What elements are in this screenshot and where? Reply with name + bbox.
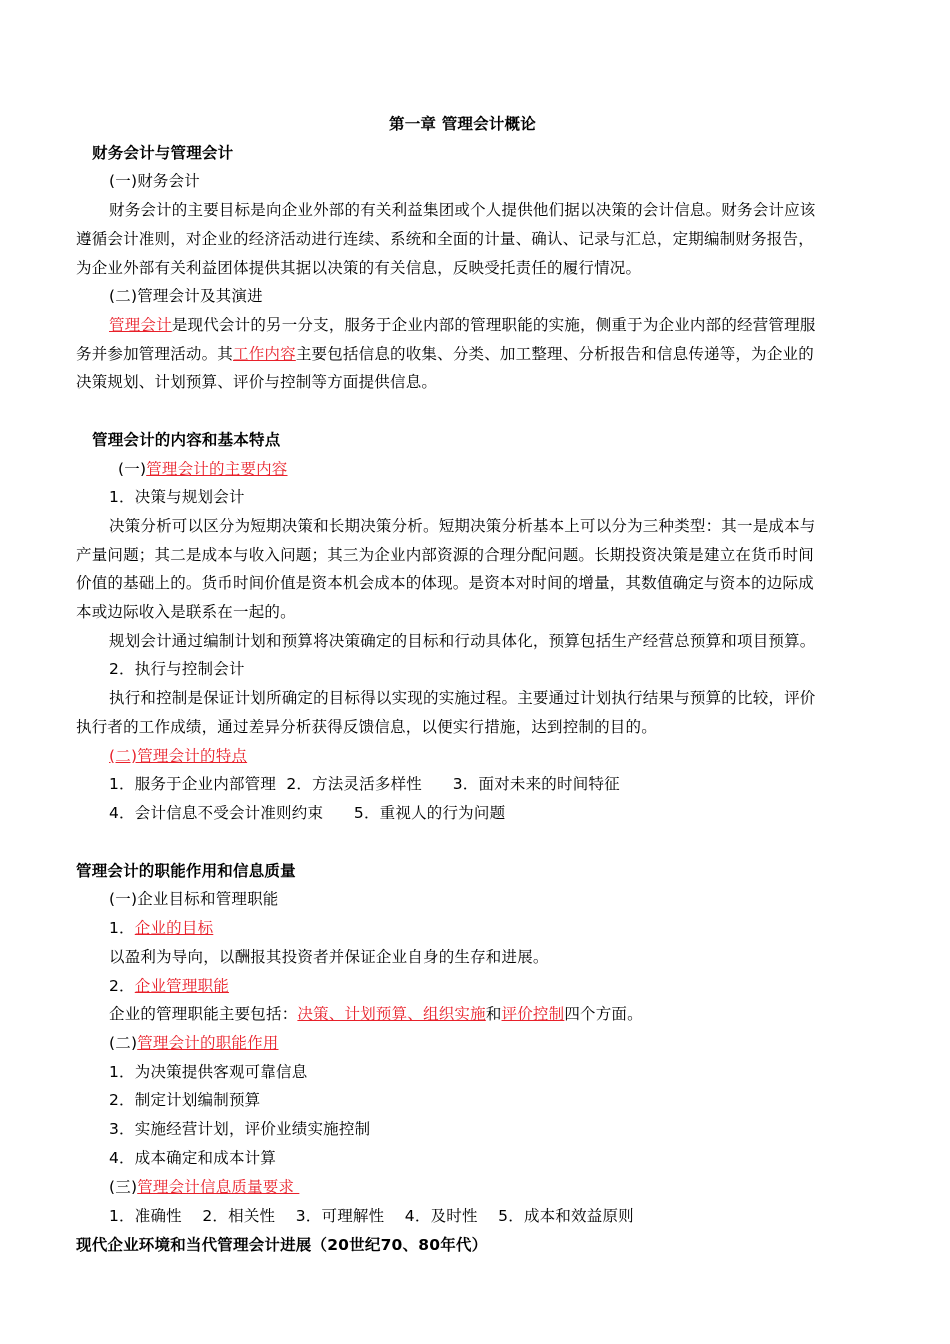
text-span: (一) <box>118 460 147 478</box>
subheading-financial-accounting: (一)财务会计 <box>109 172 200 190</box>
subheading-goals-functions: (一)企业目标和管理职能 <box>109 890 279 908</box>
text-span: 和 <box>485 1005 502 1023</box>
section-heading-modern-environment: 现代企业环境和当代管理会计进展（20世纪70、80年代） <box>76 1236 488 1254</box>
term-management-functions: 企业管理职能 <box>134 977 229 995</box>
text-span: 1． <box>109 919 135 937</box>
paragraph-line: 价值的基础上的。货币时间价值是资本机会成本的体现。是资本对时间的增量，其数值确定与资本的边际成 <box>76 574 814 592</box>
term-decision-planning-organizing: 决策、计划预算、组织实施 <box>297 1005 486 1023</box>
item-decision-planning: 1．决策与规划会计 <box>109 488 245 506</box>
subheading-quality <box>109 1177 299 1197</box>
paragraph-line: 产量问题；其二是成本与收入问题；其三为企业内部资源的合理分配问题。长期投资决策是建立在货币时间 <box>76 546 814 564</box>
subheading-management-accounting-evolution: (二)管理会计及其演进 <box>109 287 263 305</box>
paragraph-line <box>109 315 816 335</box>
term-work-content: 工作内容 <box>233 345 296 363</box>
term-quality-requirements: 管理会计信息质量要求 <box>137 1178 300 1196</box>
chapter-title: 第一章 管理会计概论 <box>389 115 536 133</box>
paragraph-line: 以盈利为导向，以酬报其投资者并保证企业自身的生存和进展。 <box>109 948 549 966</box>
text-span: (三) <box>109 1178 138 1196</box>
quality-items: 1．准确性 2．相关性 3．可理解性 4．及时性 5．成本和效益原则 <box>109 1207 634 1225</box>
paragraph-line: 决策分析可以区分为短期决策和长期决策分析。短期决策分析基本上可以分为三种类型：其一是成本与 <box>109 517 816 535</box>
role-item: 2．制定计划编制预算 <box>109 1091 261 1109</box>
features-row-2: 4．会计信息不受会计准则约束 5．重视人的行为问题 <box>109 804 506 822</box>
section-heading-content-and-features: 管理会计的内容和基本特点 <box>92 431 281 449</box>
text-span: 2． <box>109 977 135 995</box>
paragraph-line: 规划会计通过编制计划和预算将决策确定的目标和行动具体化，预算包括生产经营总预算和项目预算。 <box>109 632 816 650</box>
paragraph-line: 执行者的工作成绩，通过差异分析获得反馈信息，以便实行措施，达到控制的目的。 <box>76 718 657 736</box>
paragraph-line: 决策规划、计划预算、评价与控制等方面提供信息。 <box>76 373 438 391</box>
text-span: 务并参加管理活动。其 <box>76 345 234 363</box>
role-item: 1．为决策提供客观可靠信息 <box>109 1063 308 1081</box>
term-management-accounting: 管理会计 <box>109 316 172 334</box>
subheading-features <box>109 746 247 766</box>
text-span: 是现代会计的另一分支，服务于企业内部的管理职能的实施，侧重于为企业内部的经营管理服 <box>171 316 816 334</box>
item-execution-control: 2．执行与控制会计 <box>109 660 245 678</box>
text-span: (二) <box>109 1034 138 1052</box>
term-enterprise-goal: 企业的目标 <box>134 919 214 937</box>
paragraph-line: 执行和控制是保证计划所确定的目标得以实现的实施过程。主要通过计划执行结果与预算的比较，评价 <box>109 689 816 707</box>
section-heading-financial-vs-management: 财务会计与管理会计 <box>92 144 234 162</box>
text-span: 企业的管理职能主要包括： <box>109 1005 298 1023</box>
subheading-roles <box>109 1033 279 1053</box>
item-management-functions <box>109 976 229 996</box>
paragraph-line: 遵循会计准则，对企业的经济活动进行连续、系统和全面的计量、确认、记录与汇总，定期编制财务报告， <box>76 230 814 248</box>
paragraph-line: 财务会计的主要目标是向企业外部的有关利益集团或个人提供他们据以决策的会计信息。财务会计应该 <box>109 201 816 219</box>
text-span: 四个方面。 <box>564 1005 643 1023</box>
term-evaluation-control: 评价控制 <box>501 1005 565 1023</box>
item-enterprise-goal <box>109 918 213 938</box>
term-features: (二)管理会计的特点 <box>109 747 248 765</box>
paragraph-line: 为企业外部有关利益团体提供其据以决策的有关信息，反映受托责任的履行情况。 <box>76 259 642 277</box>
paragraph-line <box>76 344 814 364</box>
term-main-content: 管理会计的主要内容 <box>146 460 288 478</box>
term-roles: 管理会计的职能作用 <box>137 1034 279 1052</box>
features-row-1: 1．服务于企业内部管理 2．方法灵活多样性 3．面对未来的时间特征 <box>109 775 620 793</box>
section-heading-functions-quality: 管理会计的职能作用和信息质量 <box>76 862 296 880</box>
subheading-main-content <box>118 459 288 479</box>
paragraph-line <box>109 1004 643 1024</box>
text-span: 主要包括信息的收集、分类、加工整理、分析报告和信息传递等，为企业的 <box>295 345 814 363</box>
paragraph-line: 本或边际收入是联系在一起的。 <box>76 603 296 621</box>
role-item: 4．成本确定和成本计算 <box>109 1149 277 1167</box>
role-item: 3．实施经营计划，评价业绩实施控制 <box>109 1120 371 1138</box>
